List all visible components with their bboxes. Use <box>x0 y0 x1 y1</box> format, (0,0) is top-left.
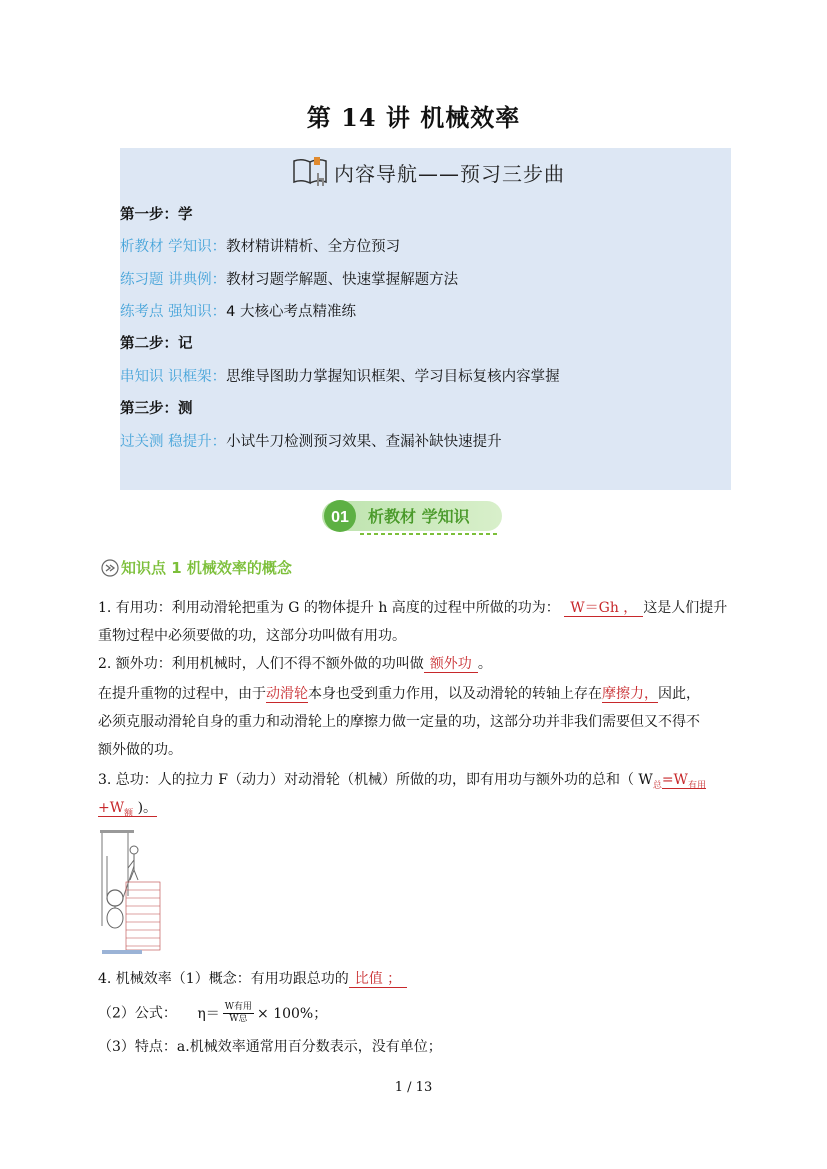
nav-row-step1: 第一步：学 <box>120 206 193 223</box>
para-useful-work-line2: 重物过程中必须要做的功，这部分功叫做有用功。 <box>98 628 406 644</box>
answer-pulley: 动滑轮 <box>266 686 308 702</box>
nav-row-4: 串知识 识框架：思维导图助力掌握知识框架、学习目标复核内容掌握 <box>120 369 560 385</box>
arrow-circle-icon <box>101 559 119 577</box>
banner-number: 01 <box>331 509 349 526</box>
answer-useful-work: W＝Gh ， <box>564 600 643 617</box>
para-characteristics: （3）特点：a.机械效率通常用百分数表示，没有单位； <box>98 1039 442 1055</box>
answer-ratio: 比值 ； <box>349 971 407 988</box>
nav-heading <box>290 154 565 190</box>
para-total-work: 3. 总功：人的拉力 F（动力）对动滑轮（机械）所做的功，即有用功与额外功的总和（ $W_总=W_{有用}$ <box>98 772 706 791</box>
nav-row-5: 过关测 稳提升：小试牛刀检测预习效果、查漏补缺快速提升 <box>120 434 502 450</box>
nav-row-step3: 第三步：测 <box>120 400 193 417</box>
para-explanation: 在提升重物的过程中，由于动滑轮本身也受到重力作用，以及动滑轮的转轴上存在摩擦力，因此， <box>98 686 700 702</box>
para-total-work-line2: $+W_额$ )。 <box>98 800 158 819</box>
knowledge-point-title: 知识点 1 机械效率的概念 <box>121 559 292 577</box>
para-explanation-line3: 额外做的功。 <box>98 742 182 758</box>
para-extra-work: 2. 额外功：利用机械时，人们不得不额外做的功叫做 额外功 。 <box>98 656 492 672</box>
knowledge-point-heading <box>101 557 292 578</box>
efficiency-formula: η＝ $\frac{\text{W有用}}{\text{W总}}$ × 100%； <box>197 1002 328 1024</box>
content-navigation-box <box>120 148 731 490</box>
answer-friction: 摩擦力， <box>602 686 658 702</box>
para-explanation-line2: 必须克服动滑轮自身的重力和动滑轮上的摩擦力做一定量的功，这部分功并非我们需要但又不得不 <box>98 714 700 730</box>
book-icon <box>290 155 330 189</box>
nav-row-2: 练习题 讲典例：教材习题学解题、快速掌握解题方法 <box>120 272 459 288</box>
para-efficiency-concept: 4. 机械效率（1）概念：有用功跟总功的 比值 ； <box>98 968 407 990</box>
nav-row-1: 析教材 学知识：教材精讲精析、全方位预习 <box>120 239 401 255</box>
page-number: 1 / 13 <box>394 1080 433 1095</box>
nav-row-3: 练考点 强知识：4 大核心考点精准练 <box>120 304 356 320</box>
nav-row-step2: 第二步：记 <box>120 335 193 352</box>
answer-extra-work: 额外功 <box>424 656 478 673</box>
page-title: 第 14 讲 机械效率 <box>306 103 521 132</box>
para-formula: （2）公式： η＝ $\frac{\text{W有用}}{\text{W总}}$ × 100%； <box>98 1002 328 1024</box>
para-useful-work: 1. 有用功：利用动滑轮把重为 G 的物体提升 h 高度的过程中所做的功为： W＝Gh ， 这是人们提升 <box>98 600 728 616</box>
answer-total-formula: $=W_{有用}$ <box>661 772 706 791</box>
banner-label: 析教材 学知识 <box>368 507 470 526</box>
pulley-diagram-image <box>98 826 173 958</box>
section-banner <box>320 497 510 537</box>
nav-heading-text: 内容导航——预习三步曲 <box>334 161 565 186</box>
